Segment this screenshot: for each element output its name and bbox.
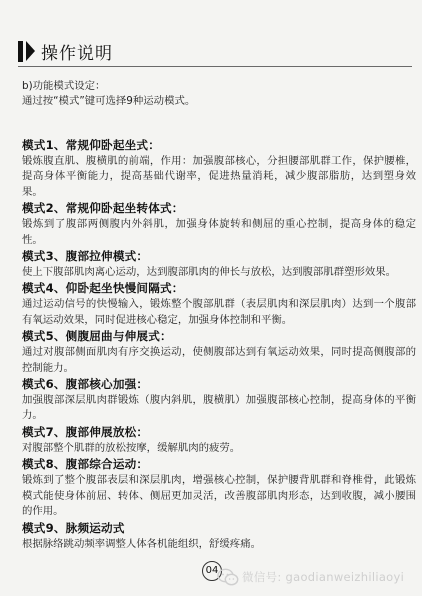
mode-title: 模式6、腹部核心加强： <box>22 377 149 392</box>
header-divider <box>18 66 412 67</box>
wechat-watermark <box>217 567 404 587</box>
mode-item-3 <box>22 248 416 280</box>
page-number: 04 <box>202 561 222 581</box>
mode-title: 模式9、脉频运动式 <box>22 520 125 535</box>
mode-title: 模式2、常规仰卧起坐转体式： <box>22 201 184 216</box>
mode-description: 根据脉络跳动频率调整人体各机能组织，舒缓疼痛。 <box>22 537 261 550</box>
mode-item-8 <box>22 456 416 519</box>
mode-description: 锻炼腹直肌、腹横肌的前端，作用：加强腹部核心，分担腰部肌群工作，保护腰椎，提高身体平衡能力，提高基础代谢率，促进热量消耗，减少腹部脂肪，达到塑身效果。 <box>22 155 416 198</box>
mode-item-4 <box>22 280 416 328</box>
intro-line-2: 通过按“模式”键可选择9种运动模式。 <box>22 95 196 107</box>
mode-title: 模式7、腹部伸展放松： <box>22 424 149 439</box>
mode-description: 锻炼到了腹部两侧腹内外斜肌，加强身体旋转和侧屈的重心控制，提高身体的稳定性。 <box>22 218 416 246</box>
mode-list <box>22 137 416 552</box>
mode-description: 加强腹部深层肌肉群锻炼（腹内斜肌，腹横肌）加强腹部核心控制，提高身体的平衡力。 <box>22 394 416 422</box>
mode-description: 使上下腹部肌肉离心运动，达到腹部肌肉的伸长与放松，达到腹部肌群塑形效果。 <box>22 266 397 279</box>
mode-item-2 <box>22 200 416 248</box>
mode-title: 模式3、腹部拉伸模式： <box>22 249 149 264</box>
intro-block <box>22 79 412 109</box>
mode-title: 模式5、侧腹屈曲与伸展式： <box>22 329 172 344</box>
watermark-text: 微信号: gaodianweizhiliaoyi <box>242 570 405 584</box>
section-header <box>18 40 113 62</box>
mode-item-6 <box>22 376 416 424</box>
mode-description: 通过对腹部侧面肌肉有序交换运动，使侧腹部达到有氧运动效果，同时提高侧腹部的控制能力。 <box>22 346 416 374</box>
mode-item-5 <box>22 328 416 376</box>
mode-item-1 <box>22 137 416 200</box>
mode-item-9 <box>22 520 416 552</box>
intro-line-1: b)功能模式设定： <box>22 80 106 92</box>
mode-description: 通过运动信号的快慢输入，锻炼整个腹部肌群（表层肌肉和深层肌肉）达到一个腹部有氧运动效果，同时促进核心稳定，加强身体控制和平衡。 <box>22 298 416 326</box>
mode-item-7 <box>22 424 416 456</box>
header-arrow-icon <box>26 41 35 61</box>
wechat-icon <box>217 568 239 586</box>
mode-title: 模式4、仰卧起坐快慢间隔式： <box>22 281 184 296</box>
mode-title: 模式8、腹部综合运动： <box>22 457 149 472</box>
mode-description: 锻炼到了整个腹部表层和深层肌肉，增强核心控制，保护腰背肌群和脊椎骨，此锻炼模式能使身体前屈、转体、侧屈更加灵活，改善腹部肌肉形态，达到收腹，减小腰围的作用。 <box>22 474 416 518</box>
mode-description: 对腹部整个肌群的放松按摩，缓解肌肉的疲劳。 <box>22 441 241 454</box>
header-bar-marker <box>18 41 23 62</box>
mode-title: 模式1、常规仰卧起坐式： <box>22 138 160 152</box>
section-title: 操作说明 <box>41 43 113 64</box>
